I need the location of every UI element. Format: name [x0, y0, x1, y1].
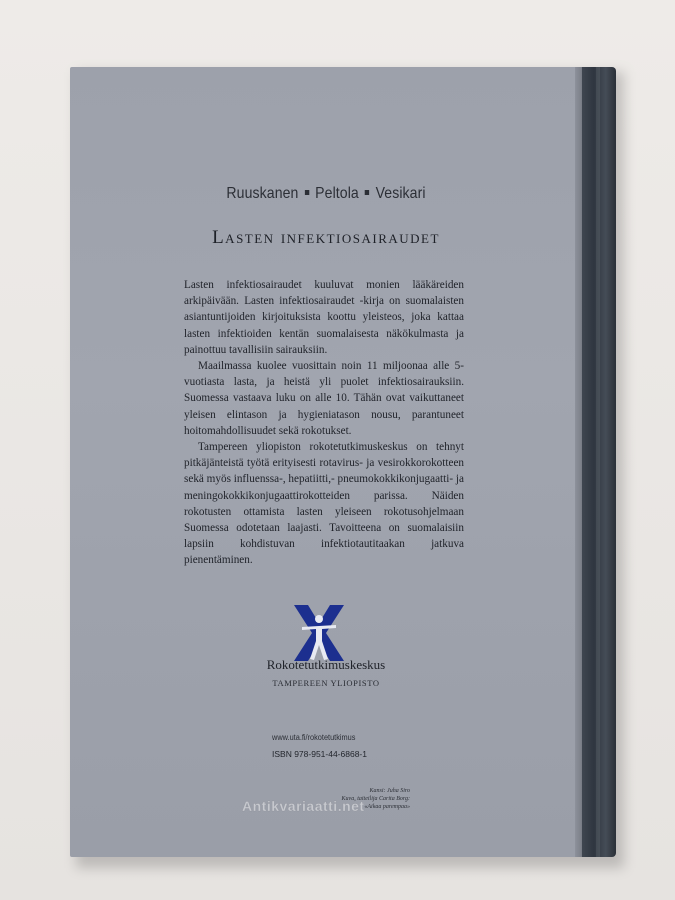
blurb-paragraph: Tampereen yliopiston rokotetutkimuskeskus on tehnyt pitkäjänteistä työtä erityisesti rotavirus- ja vesirokkorokotteen sekä myös influenssa-, hepatiitti,- pneumokokkikonjugaatti- ja meningokokkikonjugaattirokotteiden parissa. Näiden rokotusten ottamista lasten yleiseen rokotusohjelmaan Suomessa odotetaan laajasti. Tavoitteena on suomalaisiin lapsiin kohdistuvan infektiotautitaakan jatkuva pienentäminen.: [184, 441, 464, 567]
book-title: Lasten infektiosairaudet: [212, 227, 440, 248]
author-name: Ruuskanen: [226, 185, 299, 202]
credit-line: «Aikaa parempaa»: [364, 804, 410, 810]
author-line: [101, 185, 552, 203]
organization-university: TAMPEREEN YLIOPISTO: [272, 678, 380, 688]
organization-name: Rokotetutkimuskeskus: [266, 657, 386, 672]
separator-square-icon: [365, 190, 369, 195]
blurb-paragraph: Maailmassa kuolee vuosittain noin 11 miljoonaa alle 5-vuotiasta lasta, ja heistä yli puolet infektiosairauksiin. Suomessa vastaava luku on alle 10. Tähän ovat vaikuttaneet yleisen elintason ja hygieniatason nousu, parantuneet hoitomahdollisuudet sekä rokotukset.: [184, 360, 464, 437]
author-name: Vesikari: [375, 185, 426, 202]
blurb-paragraph: Lasten infektiosairaudet kuuluvat monien lääkäreiden arkipäivään. Lasten infektiosairaudet -kirja on suomalaisten asiantuntijoiden kirjoituksista koottu yleisteos, joka kattaa lasten infektioiden kentän suomalaisesta näkökulmasta ja painottuu tavallisiin sairauksiin.: [184, 279, 464, 356]
blurb: [184, 277, 464, 569]
spine-ridge: [596, 67, 600, 857]
author-name: Peltola: [315, 185, 359, 202]
credit-line: Kansi: Juha Siro: [369, 788, 410, 794]
isbn-number: ISBN 978-951-44-6868-1: [272, 749, 367, 759]
watermark: Antikvariaatti.net: [242, 798, 365, 814]
credit-line: Kuva, taiteilija Carita Borg:: [341, 796, 410, 802]
x-figure-logo-icon: [292, 605, 346, 661]
book: [70, 67, 616, 857]
separator-square-icon: [305, 190, 309, 195]
website-url: www.uta.fi/rokotetutkimus: [272, 733, 356, 742]
back-cover: [70, 67, 582, 857]
